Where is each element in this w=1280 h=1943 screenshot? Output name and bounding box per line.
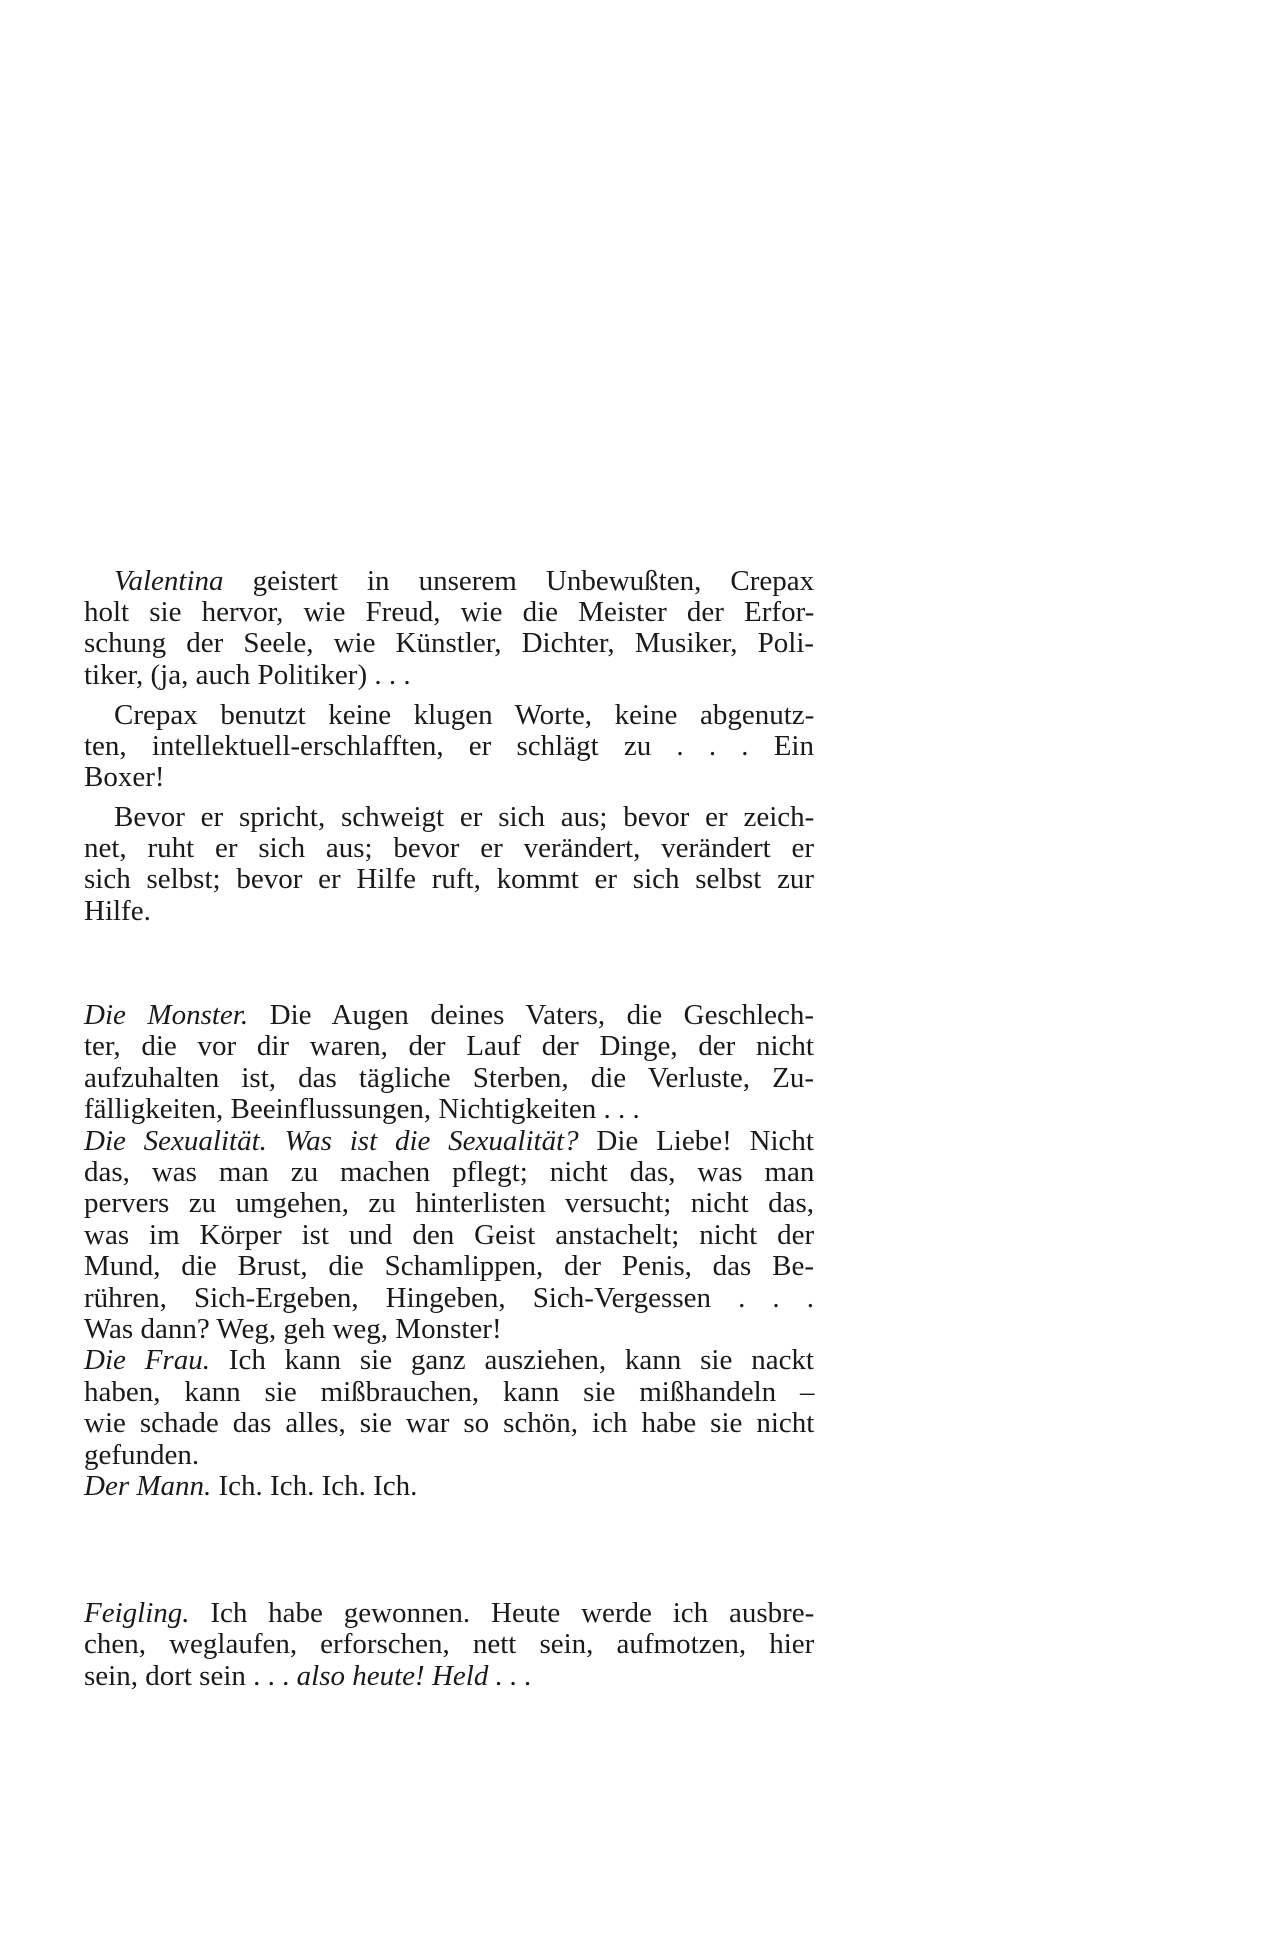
- text-line: wie schade das alles, sie war so schön, ich habe sie nicht: [84, 1407, 815, 1440]
- text-line: [84, 1345, 814, 1376]
- text-line: net, ruht er sich aus; bevor er verändert, verändert er: [84, 832, 814, 864]
- paragraph-valentina: [114, 566, 814, 597]
- text-line: gefunden.: [84, 1438, 200, 1471]
- text-run: Ich. Ich. Ich. Ich.: [211, 1470, 418, 1503]
- paragraph-bevor-body: [84, 833, 814, 927]
- text-run: Ich habe gewonnen. Heute werde ich ausbre-: [189, 1597, 815, 1629]
- text-line: Boxer!: [84, 761, 165, 794]
- text-line: holt sie hervor, wie Freud, wie die Meister der Erfor-: [84, 596, 815, 628]
- italic-term: also heute! Held . . .: [296, 1659, 532, 1692]
- text-line: Bevor er spricht, schweigt er sich aus; bevor er zeich-: [114, 801, 815, 833]
- italic-term: Die Monster.: [84, 999, 249, 1031]
- paragraph-feigling: [84, 1598, 814, 1692]
- text-line: [84, 1126, 814, 1157]
- text-line: Was dann? Weg, geh weg, Monster!: [84, 1313, 502, 1346]
- text-line: [114, 566, 814, 597]
- paragraph-bevor: [114, 802, 814, 833]
- text-line: haben, kann sie mißbrauchen, kann sie mißhandeln –: [84, 1375, 815, 1408]
- text-line: [84, 1598, 814, 1629]
- italic-term: Der Mann.: [84, 1470, 212, 1503]
- text-line: [84, 1000, 814, 1031]
- text-line: Hilfe.: [84, 894, 151, 927]
- text-line: Crepax benutzt keine klugen Worte, keine abgenutz-: [114, 699, 815, 731]
- text-line: rühren, Sich-Ergeben, Hingeben, Sich-Vergessen . . .: [84, 1281, 814, 1314]
- text-line: pervers zu umgehen, zu hinterlisten versucht; nicht das,: [84, 1187, 815, 1220]
- text-line: tiker, (ja, auch Politiker) . . .: [84, 658, 411, 691]
- text-run: Die Augen deines Vaters, die Geschlech-: [248, 999, 815, 1031]
- text-line: was im Körper ist und den Geist anstachelt; nicht der: [84, 1218, 815, 1251]
- text-run: Die Liebe! Nicht: [578, 1124, 814, 1157]
- italic-term: Die Frau.: [84, 1344, 210, 1377]
- text-line: [84, 1661, 814, 1692]
- text-line: ten, intellektuell-erschlafften, er schlägt zu . . . Ein: [84, 730, 814, 762]
- text-line: [84, 1471, 814, 1502]
- text-line: aufzuhalten ist, das tägliche Sterben, die Verluste, Zu-: [84, 1061, 815, 1094]
- text-run: geistert in unserem Unbewußten, Crepax: [223, 565, 815, 597]
- text-line: das, was man zu machen pflegt; nicht das, was man: [84, 1156, 815, 1189]
- text-line: ter, die vor dir waren, der Lauf der Dinge, der nicht: [84, 1030, 814, 1063]
- text-run: sein, dort sein . . .: [84, 1659, 297, 1692]
- paragraph-crepax: [114, 700, 814, 731]
- text-run: Ich kann sie ganz ausziehen, kann sie nackt: [209, 1344, 814, 1377]
- text-line: chen, weglaufen, erforschen, nett sein, aufmotzen, hier: [84, 1628, 815, 1661]
- italic-term: Feigling.: [84, 1597, 190, 1629]
- text-line: fälligkeiten, Beeinflussungen, Nichtigkeiten . . .: [84, 1093, 640, 1126]
- paragraph-monster: [84, 1000, 814, 1503]
- paragraph-valentina-body: [84, 597, 814, 691]
- text-line: Mund, die Brust, die Schamlippen, der Penis, das Be-: [84, 1250, 814, 1283]
- italic-term: Die Sexualität. Was ist die Sexualität?: [84, 1124, 579, 1157]
- italic-term: Valentina: [114, 565, 224, 597]
- paragraph-crepax-body: [84, 731, 814, 794]
- text-line: schung der Seele, wie Künstler, Dichter, Musiker, Poli-: [84, 627, 815, 660]
- text-line: sich selbst; bevor er Hilfe ruft, kommt er sich selbst zur: [84, 863, 815, 896]
